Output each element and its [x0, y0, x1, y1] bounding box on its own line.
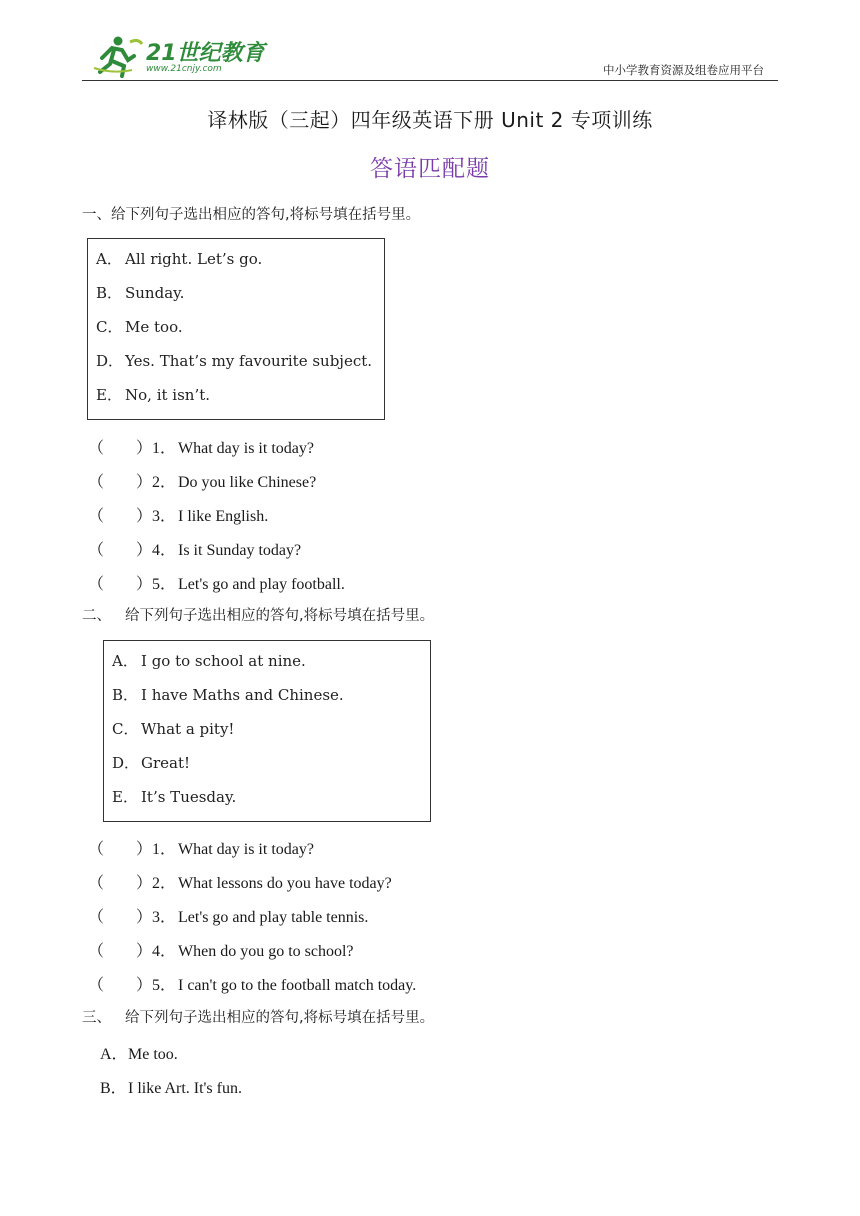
question-row: （ ）1． What day is it today?: [88, 836, 314, 859]
option-b: B． Sunday.: [96, 284, 185, 302]
section-number: 二、: [82, 608, 111, 624]
answer-option-a: A．Me too.: [100, 1046, 178, 1063]
option-b: B． I have Maths and Chinese.: [112, 686, 344, 704]
option-e: E． It’s Tuesday.: [112, 788, 237, 806]
section-instruction: 给下列句子选出相应的答句,将标号填在括号里。: [125, 608, 435, 624]
question-row: （ ）2． Do you like Chinese?: [88, 469, 316, 492]
question-row: （ ）2． What lessons do you have today?: [88, 870, 392, 893]
option-c: C． What a pity!: [112, 720, 235, 738]
question-row: （ ）5． I can't go to the football match today.: [88, 972, 416, 995]
section-number: 三、: [82, 1010, 111, 1026]
answer-bracket[interactable]: （ ）: [88, 841, 153, 858]
section-number: 一、: [82, 207, 111, 223]
option-c: C． Me too.: [96, 318, 183, 336]
section-1-heading: [82, 203, 420, 224]
document-subtitle: 答语匹配题: [370, 156, 490, 182]
logo-url: www.21cnjy.com: [146, 64, 222, 74]
option-e: E． No, it isn’t.: [96, 386, 211, 404]
answer-bracket[interactable]: （ ）: [88, 440, 153, 457]
answer-bracket[interactable]: （ ）: [88, 474, 153, 491]
answer-bracket[interactable]: （ ）: [88, 977, 153, 994]
question-row: （ ）4． When do you go to school?: [88, 938, 354, 961]
header-tagline: 中小学教育资源及组卷应用平台: [603, 63, 764, 77]
question-row: （ ）1． What day is it today?: [88, 435, 314, 458]
answer-bracket[interactable]: （ ）: [88, 576, 153, 593]
document-title: 译林版（三起）四年级英语下册 Unit 2 专项训练: [207, 108, 653, 132]
option-d: D． Yes. That’s my favourite subject.: [96, 352, 373, 370]
answer-bracket[interactable]: （ ）: [88, 943, 153, 960]
section-instruction: 给下列句子选出相应的答句,将标号填在括号里。: [125, 1010, 435, 1026]
section-3-heading: [82, 1006, 434, 1027]
question-row: （ ）3． Let's go and play table tennis.: [88, 904, 368, 927]
answer-bracket[interactable]: （ ）: [88, 542, 153, 559]
answer-bracket[interactable]: （ ）: [88, 909, 153, 926]
answer-bracket[interactable]: （ ）: [88, 875, 153, 892]
answer-option-b: B．I like Art. It's fun.: [100, 1080, 242, 1097]
header-divider: [82, 80, 778, 81]
question-row: （ ）5． Let's go and play football.: [88, 571, 345, 594]
option-a: A． All right. Let’s go.: [96, 250, 263, 268]
question-row: （ ）3． I like English.: [88, 503, 268, 526]
option-d: D． Great!: [112, 754, 191, 772]
logo-text: 21世纪教育: [146, 41, 265, 66]
answer-bracket[interactable]: （ ）: [88, 508, 153, 525]
question-row: （ ）4． Is it Sunday today?: [88, 537, 301, 560]
section-2-heading: [82, 604, 434, 625]
section-instruction: 给下列句子选出相应的答句,将标号填在括号里。: [111, 207, 421, 223]
option-a: A． I go to school at nine.: [112, 652, 306, 670]
